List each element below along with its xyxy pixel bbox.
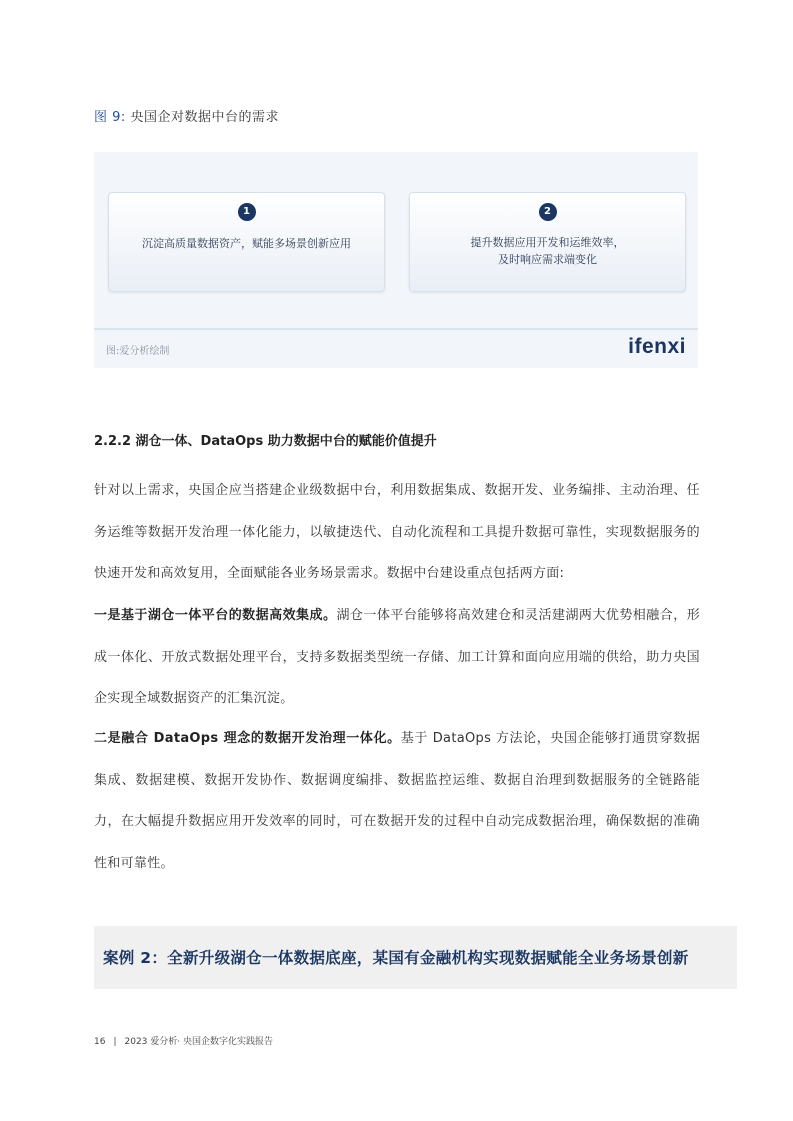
point-2-text: 基于 DataOps 方法论，央国企能够打通贯穿数据集成、数据建模、数据开发协作、数据调度编排、数据监控运维、数据自治理到数据服务的全链路能力，在大幅提升数据应用开发效率的同时，可在数据开发的过程中自动完成数据治理，确保数据的准确性和可靠性。 (94, 731, 700, 871)
case-title: 案例 2：全新升级湖仓一体数据底座，某国有金融机构实现数据赋能全业务场景创新 (103, 949, 689, 967)
page-footer (94, 1034, 273, 1047)
point-2-lead: 二是融合 DataOps 理念的数据开发治理一体化。 (94, 731, 401, 746)
section-heading: 2.2.2 湖仓一体、DataOps 助力数据中台的赋能价值提升 (94, 434, 437, 449)
point-1-paragraph (94, 595, 700, 720)
figure-title-text: 央国企对数据中台的需求 (130, 110, 279, 125)
figure-divider (94, 328, 698, 330)
card-text (420, 234, 675, 268)
ifenxi-logo: ifenxi (628, 335, 686, 358)
figure-title (94, 106, 279, 125)
figure-panel (94, 152, 698, 368)
figure-label: 图 9: (94, 110, 126, 125)
card-text-line-1: 提升数据应用开发和运维效率， (470, 236, 625, 249)
card-text-line-2: 及时响应需求端变化 (498, 253, 597, 266)
intro-paragraph: 针对以上需求，央国企应当搭建企业级数据中台，利用数据集成、数据开发、业务编排、主动治理、任务运维等数据开发治理一体化能力，以敏捷迭代、自动化流程和工具提升数据可靠性，实现数据服务的快速开发和高效复用，全面赋能各业务场景需求。数据中台建设重点包括两方面: (94, 483, 700, 581)
point-2-paragraph (94, 718, 700, 884)
case-banner (94, 926, 737, 989)
requirement-card-1 (108, 192, 385, 292)
number-badge: 2 (539, 203, 557, 221)
point-1-text: 湖仓一体平台能够将高效建仓和灵活建湖两大优势相融合，形成一体化、开放式数据处理平台，支持多数据类型统一存储、加工计算和面向应用端的供给，助力央国企实现全域数据资产的汇集沉淀。 (94, 608, 700, 706)
point-1-lead: 一是基于湖仓一体平台的数据高效集成。 (94, 608, 337, 623)
page-number: 16 (94, 1037, 106, 1047)
footer-text: 2023 爱分析· 央国企数字化实践报告 (124, 1037, 273, 1047)
footer-separator: | (113, 1037, 117, 1047)
number-badge: 1 (238, 203, 256, 221)
figure-source: 图:爱分析绘制 (106, 346, 170, 357)
requirement-card-2 (409, 192, 686, 292)
card-text: 沉淀高质量数据资产，赋能多场景创新应用 (142, 237, 351, 250)
